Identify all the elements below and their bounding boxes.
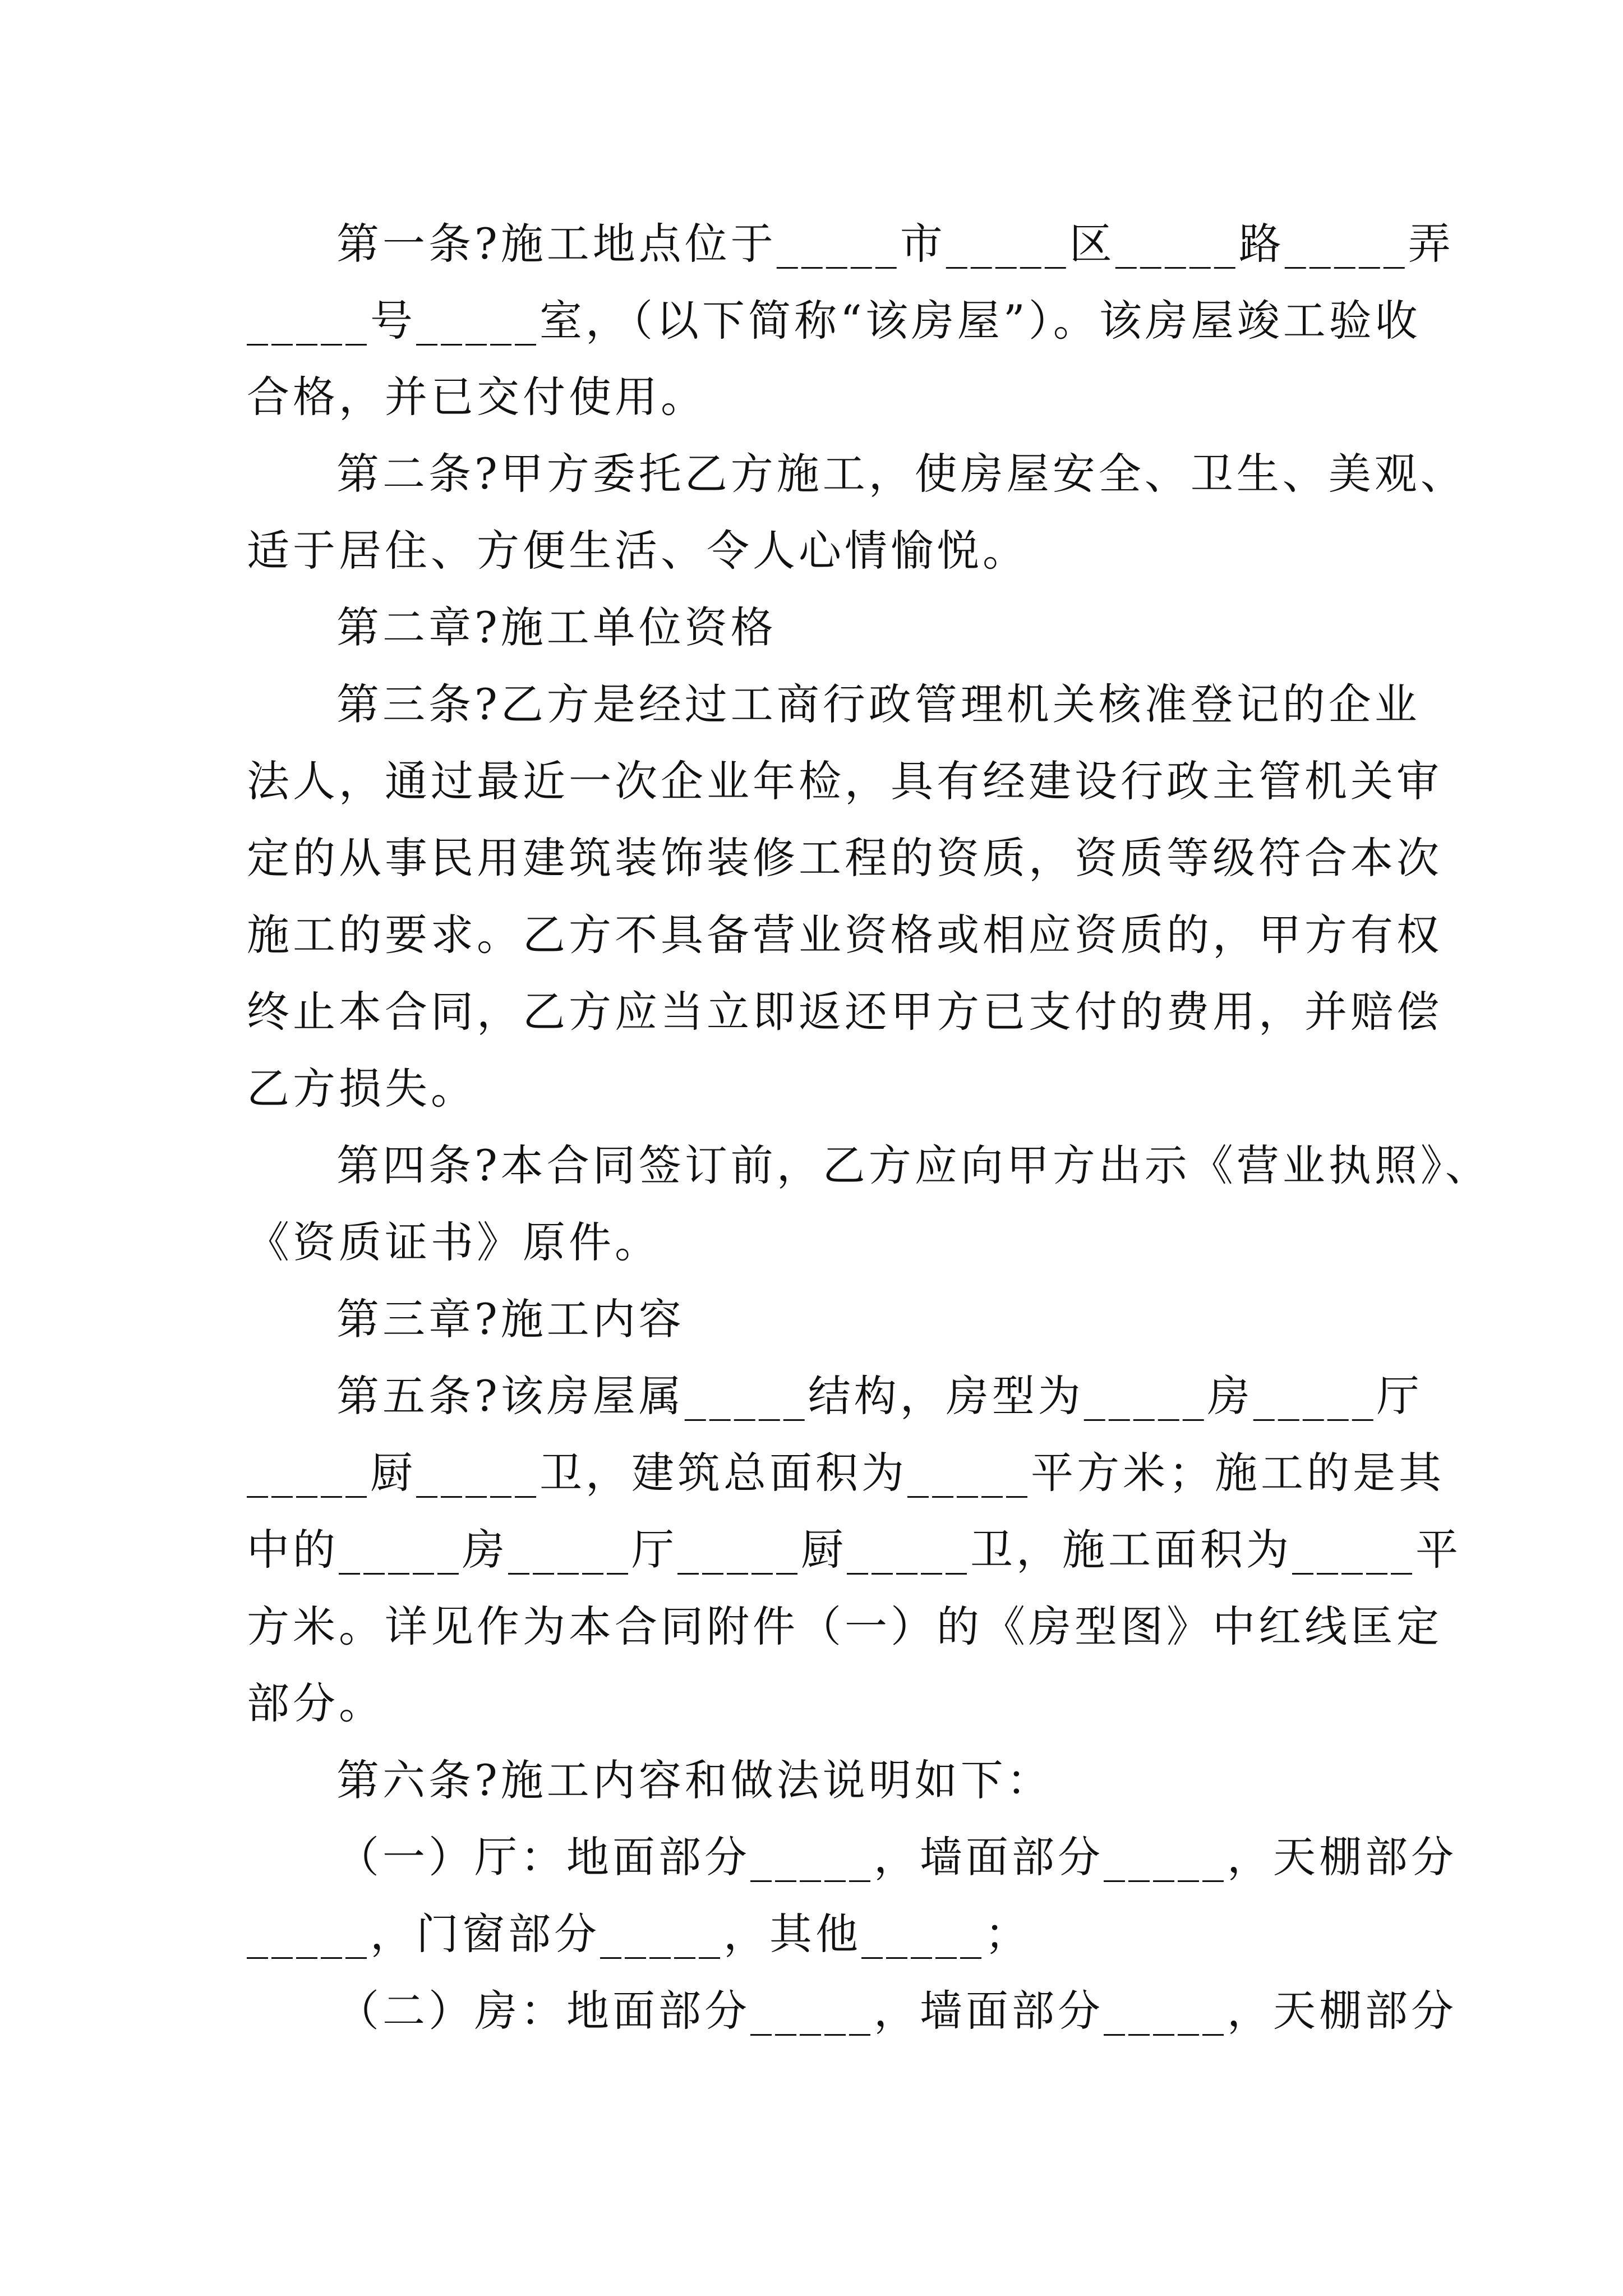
paragraph-line: （二）房：地面部分_____，墙面部分_____，天棚部分 — [336, 1986, 1457, 2036]
paragraph-line: 部分。 — [247, 1678, 385, 1728]
paragraph-line: 第五条?该房屋属_____结构，房型为_____房_____厅 — [336, 1371, 1423, 1421]
paragraph-line: 法人，通过最近一次企业年检，具有经建设行政主管机关审 — [247, 756, 1442, 806]
paragraph-line: 定的从事民用建筑装饰装修工程的资质，资质等级符合本次 — [247, 833, 1442, 883]
paragraph-line: 第六条?施工内容和做法说明如下： — [336, 1755, 1053, 1805]
paragraph-line: 第四条?本合同签订前，乙方应向甲方出示《营业执照》、 — [336, 1140, 1491, 1190]
paragraph-line: 合格，并已交付使用。 — [247, 372, 707, 422]
paragraph-line: 中的_____房_____厅_____厨_____卫，施工面积为_____平 — [247, 1525, 1461, 1575]
paragraph-line: 适于居住、方便生活、令人心情愉悦。 — [247, 526, 1029, 576]
paragraph-line: 乙方损失。 — [247, 1064, 477, 1114]
paragraph-line: 第二条?甲方委托乙方施工，使房屋安全、卫生、美观、 — [336, 449, 1467, 499]
paragraph-line: （一）厅：地面部分_____，墙面部分_____，天棚部分 — [336, 1832, 1457, 1882]
chapter-heading: 第三章?施工内容 — [336, 1294, 685, 1344]
paragraph-line: _____号_____室，（以下简称“该房屋”）。该房屋竣工验收 — [247, 296, 1421, 346]
paragraph-line: 第三条?乙方是经过工商行政管理机关核准登记的企业 — [336, 679, 1421, 729]
chapter-heading: 第二章?施工单位资格 — [336, 602, 777, 652]
paragraph-line: 终止本合同，乙方应当立即返还甲方已支付的费用，并赔偿 — [247, 987, 1442, 1037]
paragraph-line: 《资质证书》原件。 — [247, 1217, 661, 1267]
paragraph-line: _____厨_____卫，建筑总面积为_____平方米；施工的是其 — [247, 1448, 1445, 1498]
paragraph-line: 第一条?施工地点位于_____市_____区_____路_____弄 — [336, 219, 1454, 269]
paragraph-line: _____，门窗部分_____，其他_____； — [247, 1909, 1031, 1959]
paragraph-line: 方米。详见作为本合同附件（一）的《房型图》中红线匡定 — [247, 1602, 1442, 1651]
paragraph-line: 施工的要求。乙方不具备营业资格或相应资质的，甲方有权 — [247, 910, 1442, 960]
